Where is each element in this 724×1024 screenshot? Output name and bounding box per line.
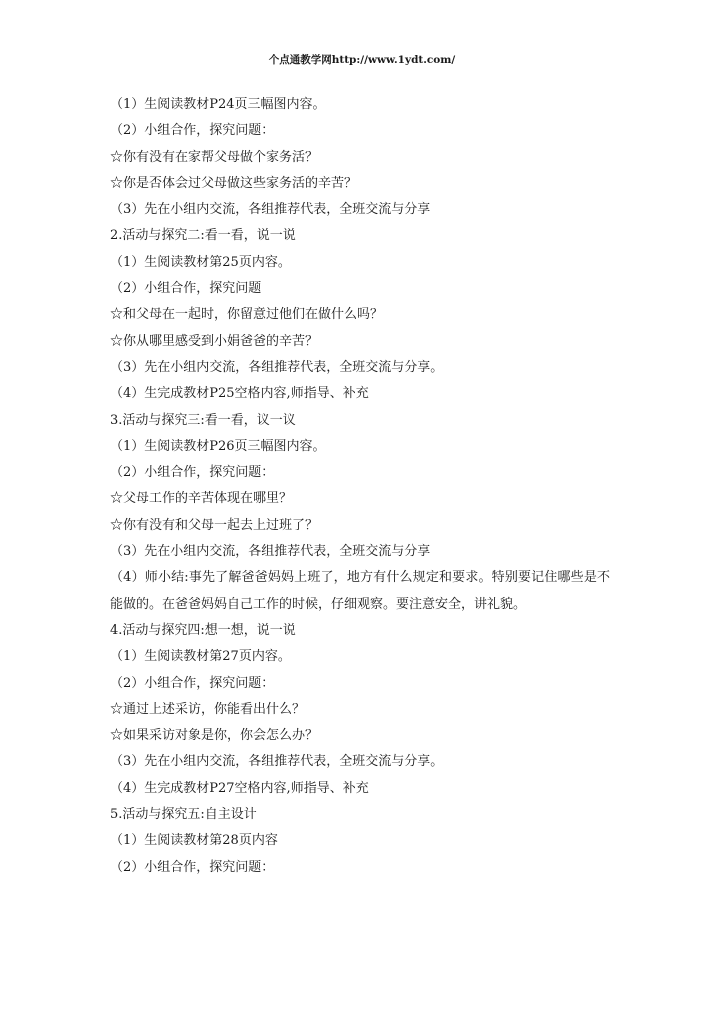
text-line: ☆如果采访对象是你，你会怎么办？ (110, 728, 319, 744)
document-body (110, 92, 610, 881)
text-line: ☆你有没有在家帮父母做个家务活？ (110, 149, 319, 165)
text-line: ☆父母工作的辛苦体现在哪里？ (110, 491, 293, 507)
text-line: （3）先在小组内交流，各组推荐代表，全班交流与分享 (110, 544, 431, 560)
text-line: （2）小组合作，探究问题 (110, 281, 262, 297)
text-line: （1）生阅读教材第27页内容。 (110, 649, 291, 665)
text-line: （1）生阅读教材第25页内容。 (110, 254, 291, 270)
text-line: ☆你有没有和父母一起去上过班了？ (110, 517, 319, 533)
page-header (0, 52, 724, 67)
text-line: ☆通过上述采访，你能看出什么？ (110, 701, 306, 717)
text-line: （4）生完成教材P25空格内容,师指导、补充 (110, 386, 369, 402)
text-line: （2）小组合作，探究问题： (110, 465, 275, 481)
text-line: （3）先在小组内交流，各组推荐代表，全班交流与分享 (110, 202, 431, 218)
section-heading: 4.活动与探究四:想一想，说一说 (110, 622, 296, 638)
text-line: （1）生阅读教材第28页内容 (110, 833, 278, 849)
text-line: （2）小组合作，探究问题： (110, 123, 275, 139)
site-name: 个点通教学网 (268, 54, 332, 66)
text-line: （4）生完成教材P27空格内容,师指导、补充 (110, 780, 369, 796)
text-line: ☆和父母在一起时，你留意过他们在做什么吗？ (110, 307, 384, 323)
text-line: ☆你从哪里感受到小娟爸爸的辛苦？ (110, 333, 319, 349)
summary-paragraph: （4）师小结:事先了解爸爸妈妈上班了，地方有什么规定和要求。特别要记住哪些是不能做的。在爸爸妈妈自己工作的时候，仔细观察。要注意安全，讲礼貌。 (110, 570, 610, 612)
section-heading: 3.活动与探究三:看一看，议一议 (110, 412, 296, 428)
text-line: ☆你是否体会过父母做这些家务活的辛苦？ (110, 175, 358, 191)
text-line: （3）先在小组内交流，各组推荐代表，全班交流与分享。 (110, 359, 444, 375)
text-line: （1）生阅读教材P24页三幅图内容。 (110, 97, 326, 112)
section-heading: 5.活动与探究五:自主设计 (110, 807, 257, 823)
text-line: （2）小组合作，探究问题： (110, 859, 275, 875)
section-heading: 2.活动与探究二:看一看，说一说 (110, 228, 296, 244)
text-line: （1）生阅读教材P26页三幅图内容。 (110, 438, 326, 454)
site-url: http://www.1ydt.com/ (331, 54, 456, 66)
text-line: （3）先在小组内交流，各组推荐代表，全班交流与分享。 (110, 754, 444, 770)
text-line: （2）小组合作，探究问题： (110, 675, 275, 691)
